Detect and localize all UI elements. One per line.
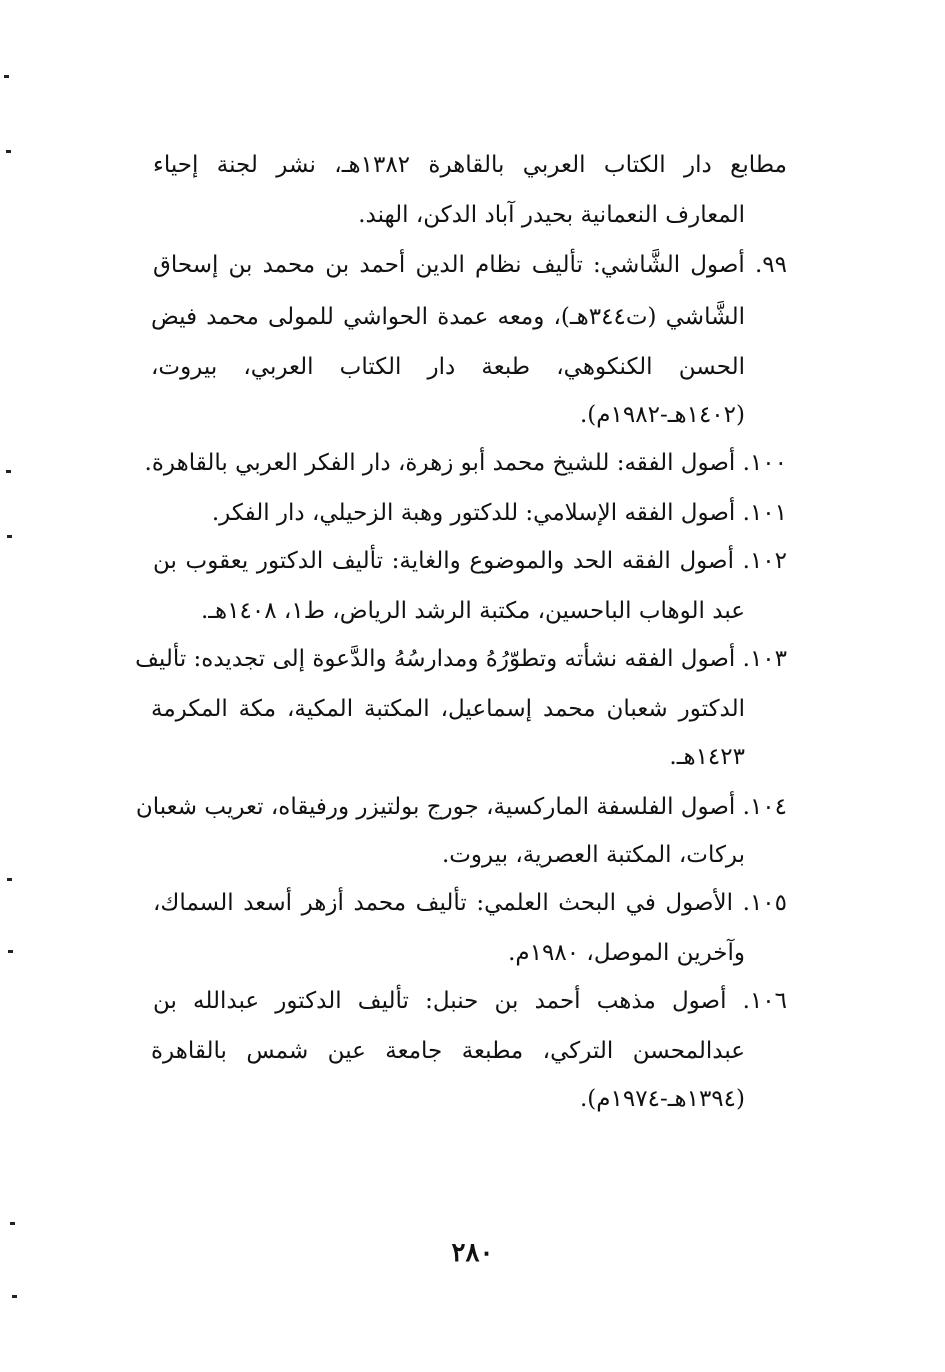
entry-102-line-2: عبد الوهاب الباحسين، مكتبة الرشد الرياض، ط١، ١٤٠٨هـ. xyxy=(201,598,745,624)
scan-speck xyxy=(7,535,12,538)
entry-105-line-1: ١٠٥. الأصول في البحث العلمي: تأليف محمد أزهر أسعد السماك، xyxy=(153,890,787,916)
entry-104-line-2: بركات، المكتبة العصرية، بيروت. xyxy=(441,842,745,868)
entry-104-line-1: ١٠٤. أصول الفلسفة الماركسية، جورج بولتيزر ورفيقاه، تعريب شعبان xyxy=(135,794,787,820)
page-number: ٢٨٠ xyxy=(451,1238,494,1268)
entry-99-line-1: ٩٩. أصول الشَّاشي: تأليف نظام الدين أحمد بن محمد بن إسحاق xyxy=(153,252,787,278)
entry-105-line-2: وآخرين الموصل، ١٩٨٠م. xyxy=(508,940,745,966)
scan-speck xyxy=(12,1295,17,1298)
scan-speck xyxy=(4,75,9,78)
entry-106-line-1: ١٠٦. أصول مذهب أحمد بن حنبل: تأليف الدكتور عبدالله بن xyxy=(153,988,787,1014)
text-line: المعارف النعمانية بحيدر آباد الدكن، الهند. xyxy=(358,202,745,228)
scan-speck xyxy=(7,878,12,881)
entry-102-line-1: ١٠٢. أصول الفقه الحد والموضوع والغاية: تأليف الدكتور يعقوب بن xyxy=(153,548,787,574)
entry-103-line-1: ١٠٣. أصول الفقه نشأته وتطوّرُهُ ومدارسُهُ والدَّعوة إلى تجديده: تأليف xyxy=(135,646,787,672)
entry-103-line-3: ١٤٢٣هـ. xyxy=(669,744,745,770)
scan-speck xyxy=(6,470,11,473)
entry-100: ١٠٠. أصول الفقه: للشيخ محمد أبو زهرة، دار الفكر العربي بالقاهرة. xyxy=(144,450,787,476)
text-line: مطابع دار الكتاب العربي بالقاهرة ١٣٨٢هـ، نشر لجنة إحياء xyxy=(153,152,787,178)
scan-speck xyxy=(6,150,11,153)
entry-106-line-3: (١٣٩٤هـ-١٩٧٤م). xyxy=(580,1086,745,1112)
entry-101: ١٠١. أصول الفقه الإسلامي: للدكتور وهبة الزحيلي، دار الفكر. xyxy=(211,500,787,526)
entry-106-line-2: عبدالمحسن التركي، مطبعة جامعة عين شمس بالقاهرة xyxy=(151,1038,745,1064)
scan-speck xyxy=(10,1222,15,1225)
entry-99-line-4: (١٤٠٢هـ-١٩٨٢م). xyxy=(580,402,745,428)
entry-99-line-2: الشَّاشي (ت٣٤٤هـ)، ومعه عمدة الحواشي للمولى محمد فيض xyxy=(151,304,745,330)
scan-speck xyxy=(8,950,13,953)
entry-103-line-2: الدكتور شعبان محمد إسماعيل، المكتبة المكية، مكة المكرمة xyxy=(151,696,745,722)
entry-99-line-3: الحسن الكنكوهي، طبعة دار الكتاب العربي، بيروت، xyxy=(151,354,745,380)
